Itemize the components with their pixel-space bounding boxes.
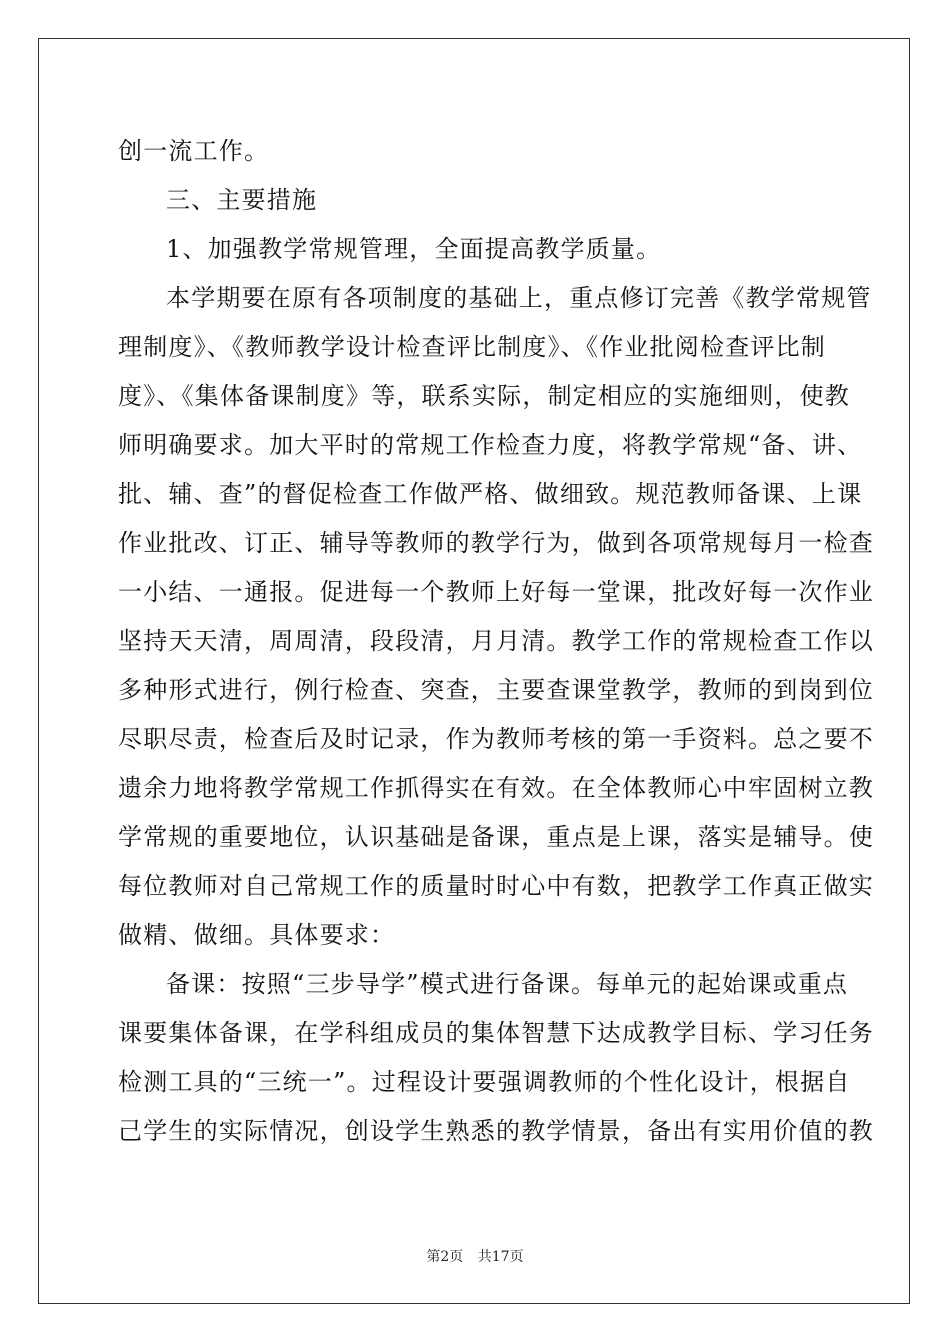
- text-line: 己学生的实际情况，创设学生熟悉的教学情景，备出有实用价值的教: [118, 1117, 874, 1145]
- text-line: 尽职尽责，检查后及时记录，作为教师考核的第一手资料。总之要不: [118, 725, 874, 753]
- page-border: [38, 38, 910, 1304]
- text-line: 检测工具的“三统一”。过程设计要强调教师的个性化设计，根据自: [118, 1068, 851, 1096]
- text-line: 度》、《集体备课制度》等，联系实际，制定相应的实施细则，使教: [118, 382, 850, 410]
- subsection-heading: 1、加强教学常规管理，全面提高教学质量。: [166, 235, 662, 263]
- text-line: 做精、做细。具体要求：: [118, 921, 396, 949]
- page-number-total: 共17页: [477, 1249, 524, 1265]
- text-line: 一小结、一通报。促进每一个教师上好每一堂课，批改好每一次作业: [118, 578, 874, 606]
- text-line: 坚持天天清，周周清，段段清，月月清。教学工作的常规检查工作以: [118, 627, 874, 655]
- paragraph-first-line: 本学期要在原有各项制度的基础上，重点修订完善《教学常规管: [166, 284, 872, 312]
- page-footer: [0, 1248, 950, 1266]
- text-line: 师明确要求。加大平时的常规工作检查力度，将教学常规“备、讲、: [118, 431, 863, 459]
- paragraph-first-line: 备课：按照“三步导学”模式进行备课。每单元的起始课或重点: [166, 970, 849, 998]
- text-line: 多种形式进行，例行检查、突查，主要查课堂教学，教师的到岗到位: [118, 676, 874, 704]
- section-heading: 三、主要措施: [166, 186, 318, 214]
- text-line: 作业批改、订正、辅导等教师的教学行为，做到各项常规每月一检查: [118, 529, 874, 557]
- text-line: 每位教师对自己常规工作的质量时时心中有数，把教学工作真正做实: [118, 872, 874, 900]
- page-number-current: 第2页: [426, 1249, 464, 1265]
- text-line: 理制度》、《教师教学设计检查评比制度》、《作业批阅检查评比制: [118, 333, 826, 361]
- text-line: 学常规的重要地位，认识基础是备课，重点是上课，落实是辅导。使: [118, 823, 874, 851]
- text-line: 批、辅、查”的督促检查工作做严格、做细致。规范教师备课、上课: [118, 480, 863, 508]
- text-line: 遗余力地将教学常规工作抓得实在有效。在全体教师心中牢固树立教: [118, 774, 874, 802]
- text-line: 创一流工作。: [118, 137, 270, 165]
- text-line: 课要集体备课，在学科组成员的集体智慧下达成教学目标、学习任务: [118, 1019, 874, 1047]
